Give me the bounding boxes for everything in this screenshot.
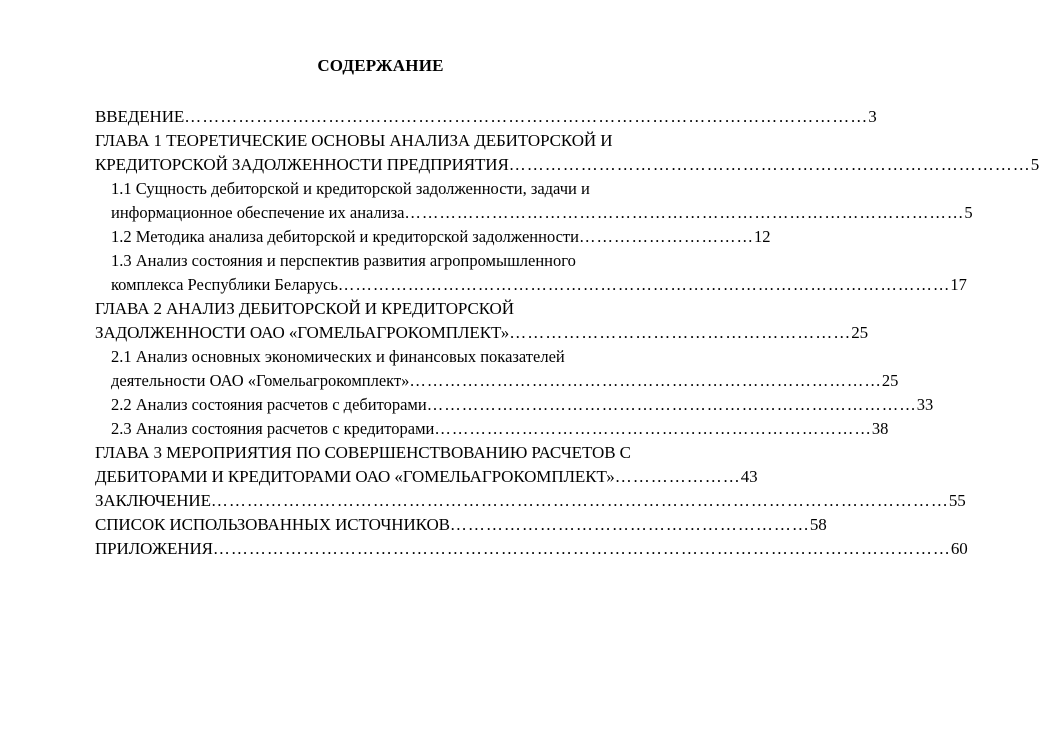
leader-dots: …………………………………………………… (449, 515, 810, 534)
toc-entry-chapter-1-line-1[interactable] (95, 129, 735, 153)
toc-page-number: 3 (868, 107, 877, 126)
toc-entry-text: ПРИЛОЖЕНИЯ (95, 539, 213, 558)
toc-entry-text: ЗАКЛЮЧЕНИЕ (95, 491, 211, 510)
toc-entry-2-2[interactable] (111, 393, 934, 417)
toc-entry-text: 1.3 Анализ состояния и перспектив развития агропромышленного (111, 251, 576, 270)
toc-page-number: 55 (948, 491, 966, 510)
toc-entry-text: ГЛАВА 1 ТЕОРЕТИЧЕСКИЕ ОСНОВЫ АНАЛИЗА ДЕБИТОРСКОЙ И (95, 131, 613, 150)
page-title: СОДЕРЖАНИЕ (317, 56, 444, 75)
leader-dots: ……………………………………………………………………… (409, 371, 882, 390)
toc-entry-introduction[interactable] (95, 105, 877, 129)
toc-page-number: 17 (950, 275, 967, 294)
leader-dots: …………………………………………………………………………………………………………… (210, 491, 949, 510)
toc-entry-1-2[interactable] (111, 225, 771, 249)
toc-entry-references[interactable] (95, 513, 827, 537)
leader-dots: …………………………………………………………………………………………………… (184, 107, 869, 126)
toc-entry-1-3-line-1[interactable] (111, 249, 657, 273)
toc-entry-text: ГЛАВА 3 МЕРОПРИЯТИЯ ПО СОВЕРШЕНСТВОВАНИЮ РАСЧЕТОВ С (95, 443, 631, 462)
leader-dots: …………………………………………………………………………… (508, 155, 1031, 174)
toc-entry-text: ЗАДОЛЖЕННОСТИ ОАО «ГОМЕЛЬАГРОКОМПЛЕКТ» (95, 323, 510, 342)
toc-page-number: 33 (916, 395, 934, 414)
leader-dots: ………………………………………………………………………… (426, 395, 917, 414)
toc-entry-1-1-line-1[interactable] (111, 177, 735, 201)
leader-dots: ………………………………………………………………… (434, 419, 872, 438)
toc-entry-chapter-3-line-2[interactable] (95, 465, 758, 489)
toc-entry-text: деятельности ОАО «Гомельагрокомплект» (111, 371, 410, 390)
toc-entry-text: информационное обеспечение их анализа (111, 203, 405, 222)
toc-entry-1-1-line-2[interactable] (111, 201, 973, 225)
toc-page-number: 60 (950, 539, 968, 558)
toc-page-number: 43 (740, 467, 758, 486)
toc-entry-text: ДЕБИТОРАМИ И КРЕДИТОРАМИ ОАО «ГОМЕЛЬАГРОКОМПЛЕКТ» (95, 467, 615, 486)
toc-page-number: 38 (871, 419, 889, 438)
leader-dots: ………………………… (578, 227, 754, 246)
leader-dots: ………………… (614, 467, 741, 486)
toc-entry-chapter-3-line-1[interactable] (95, 441, 735, 465)
toc-entry-chapter-2-line-2[interactable] (95, 321, 868, 345)
toc-entry-2-3[interactable] (111, 417, 889, 441)
toc-entry-text: КРЕДИТОРСКОЙ ЗАДОЛЖЕННОСТИ ПРЕДПРИЯТИЯ (95, 155, 509, 174)
leader-dots: …………………………………………………………………………………………… (337, 275, 951, 294)
toc-page-number: 5 (964, 203, 973, 222)
toc-entry-text: СПИСОК ИСПОЛЬЗОВАННЫХ ИСТОЧНИКОВ (95, 515, 450, 534)
toc-entry-1-3-line-2[interactable] (111, 273, 967, 297)
toc-entry-conclusion[interactable] (95, 489, 966, 513)
toc-entry-text: ВВЕДЕНИЕ (95, 107, 185, 126)
toc-entry-text: 2.3 Анализ состояния расчетов с кредиторами (111, 419, 435, 438)
leader-dots: ………………………………………………… (509, 323, 852, 342)
toc-page-number: 58 (809, 515, 827, 534)
toc-entry-text: ГЛАВА 2 АНАЛИЗ ДЕБИТОРСКОЙ И КРЕДИТОРСКОЙ (95, 299, 514, 318)
toc-entry-text: комплекса Республики Беларусь (111, 275, 338, 294)
toc-page-number: 5 (1030, 155, 1039, 174)
toc-entry-text: 2.2 Анализ состояния расчетов с дебиторами (111, 395, 427, 414)
toc-page-number: 25 (881, 371, 899, 390)
toc-entry-2-1-line-2[interactable] (111, 369, 899, 393)
toc-entry-appendices[interactable] (95, 537, 968, 561)
toc-entry-chapter-2-line-1[interactable] (95, 297, 735, 321)
leader-dots: …………………………………………………………………………………………………………… (212, 539, 951, 558)
leader-dots: …………………………………………………………………………………… (404, 203, 965, 222)
toc-entry-2-1-line-1[interactable] (111, 345, 735, 369)
toc-entry-chapter-1-line-2[interactable] (95, 153, 1039, 177)
toc-page-number: 25 (851, 323, 868, 342)
toc-entry-text: 1.1 Сущность дебиторской и кредиторской задолженности, задачи и (111, 179, 590, 198)
toc-entry-text: 2.1 Анализ основных экономических и финансовых показателей (111, 347, 565, 366)
toc-entry-text: 1.2 Методика анализа дебиторской и кредиторской задолженности (111, 227, 579, 246)
toc-page-number: 12 (753, 227, 771, 246)
